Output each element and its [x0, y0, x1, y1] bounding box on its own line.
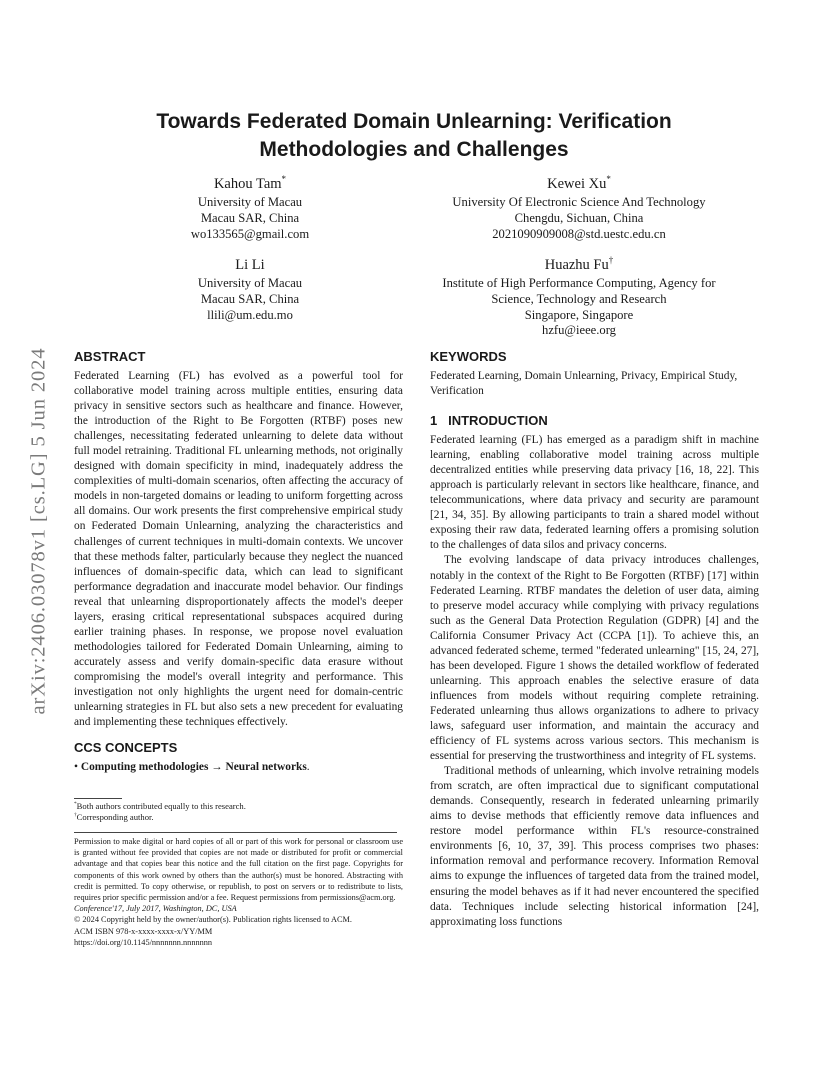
- author-affiliation: University of Macau: [197, 276, 303, 290]
- author-name: Li Li: [235, 257, 265, 273]
- bullet-glyph: •: [74, 761, 78, 774]
- author-affiliation: Institute of High Performance Computing, Agency for: [442, 276, 716, 290]
- ccs-item: • Computing methodologies → Neural networks.: [74, 761, 310, 774]
- author-block: [160, 175, 340, 242]
- left-column: [74, 349, 403, 775]
- author-name: Kahou Tam: [213, 176, 282, 192]
- author-location: Chengdu, Sichuan, China: [514, 210, 644, 225]
- author-mark: *: [281, 174, 287, 185]
- author-mark: *: [606, 174, 611, 185]
- author-location: Macau SAR, China: [200, 291, 300, 306]
- author-location: Singapore, Singapore: [524, 307, 634, 322]
- introduction-heading: 1 INTRODUCTION: [430, 413, 548, 429]
- author-email: 2021090909008@std.uestc.edu.cn: [492, 226, 666, 241]
- keywords-heading: KEYWORDS: [430, 349, 507, 364]
- footnote-rule: [74, 798, 122, 799]
- paper-title: Towards Federated Domain Unlearning: Verification Methodologies and Challenges: [156, 110, 672, 161]
- author-email: wo133565@gmail.com: [190, 226, 310, 241]
- copyright-line: © 2024 Copyright held by the owner/author(s). Publication rights licensed to ACM.: [74, 915, 352, 925]
- author-block: [420, 175, 738, 242]
- footnote-corresponding: †Corresponding author.: [74, 812, 154, 823]
- footnote-equal-contribution: *Both authors contributed equally to this research.: [74, 801, 246, 811]
- author-location: Macau SAR, China: [200, 210, 300, 225]
- author-affiliation: University Of Electronic Science And Technology: [452, 195, 706, 209]
- right-column: [430, 349, 759, 930]
- author-email: hzfu@ieee.org: [542, 323, 616, 338]
- author-name: Kewei Xu: [547, 176, 607, 192]
- permission-rule: [74, 832, 397, 833]
- intro-paragraph: Federated learning (FL) has emerged as a paradigm shift in machine learning, enabling collaborative model training across multiple decentralized entities while preserving data privacy [16, 18, 22]. This approach is particularly relevant in sectors like healthcare, finance, and telecommunications, where data privacy and security are paramount [21, 34, 35]. By allowing participants to train a shared model without exposing their raw data, federated learning offers a promising solution to the challenges of data silos and privacy concerns.: [430, 434, 759, 552]
- author-name: Huazhu Fu: [544, 257, 609, 273]
- ccs-heading: CCS CONCEPTS: [74, 740, 178, 756]
- abstract-heading: ABSTRACT: [74, 349, 146, 364]
- author-affiliation: Science, Technology and Research: [491, 291, 667, 306]
- keywords-text: Federated Learning, Domain Unlearning, Privacy, Empirical Study, Verification: [430, 370, 738, 398]
- intro-paragraph: Traditional methods of unlearning, which involve retraining models from scratch, are often impractical due to significant computational demands. Consequently, research in federated unlearning primarily aims to devise methods that efficiently remove data influences and restore model performance within FL's resource-constrained environments [6, 10, 37, 39]. This process comprises two phases: information removal and performance recovery. Information Removal aims to expunge the influences of targeted data from the trained model, ensuring the model behaves as if it had never encountered the specified data. Techniques include selecting historical information [24], approximating loss functions: [430, 765, 759, 928]
- author-email: llili@um.edu.mo: [207, 307, 293, 322]
- permission-text: Permission to make digital or hard copies of all or part of this work for personal or classroom use is granted without fee provided that copies are not made or distributed for profit or commercial advantage and that copies bear this notice and the full citation on the first page. Copyrights for components of this work owned by others than the author(s) must be honored. Abstracting with credit is permitted. To copy otherwise, or republish, to post on servers or to redistribute to lists, requires prior specific permission and/or a fee. Request permissions from permissions@acm.org.: [74, 837, 403, 903]
- permission-block: [74, 836, 403, 948]
- author-block: [160, 256, 340, 323]
- conference-info: Conference'17, July 2017, Washington, DC, USA: [74, 904, 237, 914]
- author-mark: †: [608, 255, 614, 266]
- abstract-text: Federated Learning (FL) has evolved as a powerful tool for collaborative model training across multiple entities, ensuring data privacy in sensitive sectors such as healthcare and finance. However, the introduction of the Right to Be Forgotten (RTBF) poses new challenges, necessitating federated unlearning to delete data without full model retraining. Traditional FL unlearning methods, not originally designed with domain specificity in mind, inadequately address the complexities of multi-domain scenarios, often affecting the accuracy of models in non-targeted domains or leading to uniform forgetting across all domains. Our work presents the first comprehensive empirical study on Federated Domain Unlearning, analyzing the characteristics and challenges of current techniques in multi-domain contexts. We uncover that these methods falter, particularly because they neglect the nuanced influences of domain-specific data, which can lead to significant performance degradation and inaccurate model behavior. Our findings reveal that unlearning disproportionately affects the model's deeper layers, erasing critical representational subspaces acquired during earlier training phases. In response, we propose novel evaluation methodologies tailored for Federated Domain Unlearning, aiming to accurately assess and verify domain-specific data erasure without compromising the model's overall integrity and performance. This investigation not only highlights the urgent need for domain-centric unlearning strategies in FL but also sets a new precedent for evaluating and implementing these techniques effectively.: [74, 370, 403, 729]
- author-affiliation: University of Macau: [197, 195, 303, 209]
- footnotes: [74, 801, 403, 824]
- intro-paragraph: The evolving landscape of data privacy introduces challenges, notably in the context of the Right to Be Forgotten (RTBF) [17] within Federated Learning. RTBF mandates the deletion of user data, aiming to preserve model accuracy while complying with privacy regulations such as the General Data Protection Regulation (GDPR) [4] and the California Consumer Privacy Act (CCPA [1]). To achieve this, an advanced federated scheme, termed "federated unlearning" [15, 24, 27], has been developed. Figure 1 shows the detailed workflow of federated unlearning. This approach enables the selective erasure of data influences from models without requiring complete retraining. Federated unlearning thus allows organizations to adhere to privacy laws, safeguard user information, and maintain the accuracy and efficiency of FL systems across various sectors. This mechanism is essential for preserving the trustworthiness and integrity of FL systems.: [430, 554, 759, 763]
- author-block: [420, 256, 738, 339]
- doi-link[interactable]: https://doi.org/10.1145/nnnnnnn.nnnnnnn: [74, 937, 213, 947]
- arxiv-identifier: arXiv:2406.03078v1 [cs.LG] 5 Jun 2024: [27, 347, 50, 715]
- isbn-line: ACM ISBN 978-x-xxxx-xxxx-x/YY/MM: [74, 926, 213, 936]
